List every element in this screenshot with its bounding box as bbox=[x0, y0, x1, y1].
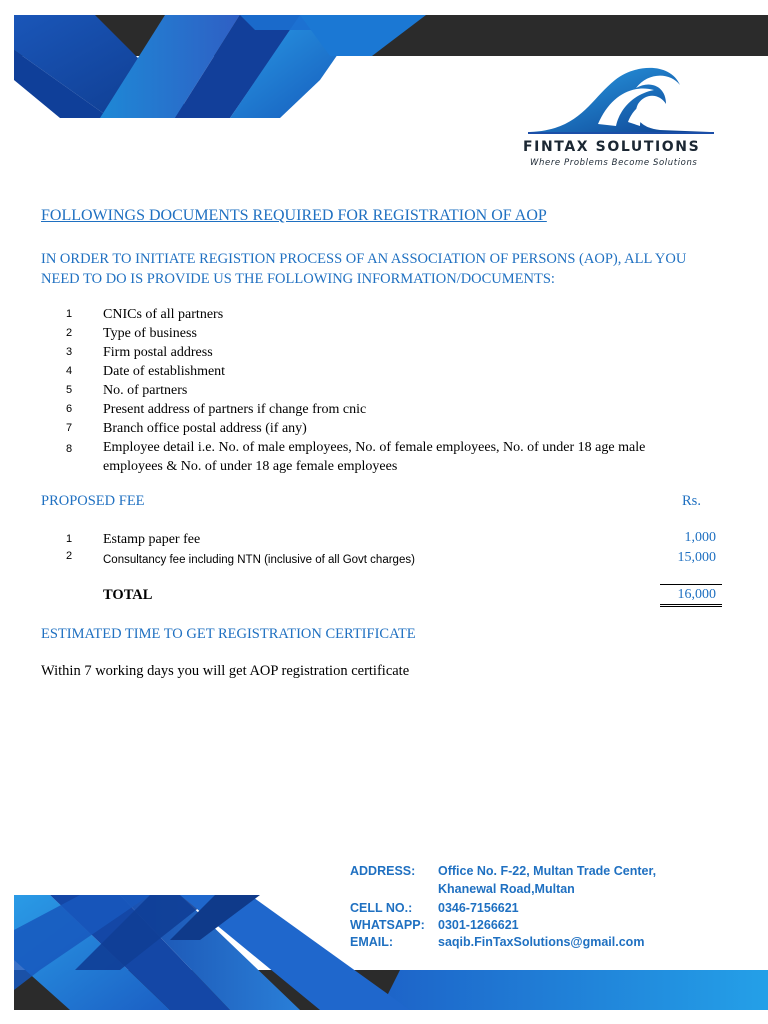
cell-number[interactable]: 0346-7156621 bbox=[438, 901, 519, 915]
document-intro: IN ORDER TO INITIATE REGISTION PROCESS OF AN ASSOCIATION OF PERSONS (AOP), ALL YOU NEED TO DO IS PROVIDE US THE FOLLOWING INFORMATION/DOCUMENTS: bbox=[41, 251, 687, 287]
email-label: EMAIL: bbox=[350, 935, 394, 949]
fee-row bbox=[0, 530, 768, 550]
list-item-number: 8 bbox=[66, 443, 73, 455]
whatsapp-label: WHATSAPP: bbox=[350, 918, 425, 932]
currency-label: Rs. bbox=[682, 493, 701, 509]
fee-row-label: Estamp paper fee bbox=[103, 532, 201, 547]
list-item-number: 1 bbox=[66, 308, 73, 320]
wave-emblem-icon bbox=[520, 60, 720, 140]
fee-row-number: 1 bbox=[66, 533, 73, 545]
list-item-number: 3 bbox=[66, 346, 73, 358]
list-item-number: 4 bbox=[66, 365, 73, 377]
list-item-text: Employee detail i.e. No. of male employees, No. of female employees, No. of under 18 age male employees & No. of under 18 age female employees bbox=[103, 440, 646, 474]
estimate-text: Within 7 working days you will get AOP registration certificate bbox=[41, 663, 410, 679]
fee-row-amount: 15,000 bbox=[677, 550, 716, 565]
estimate-heading: ESTIMATED TIME TO GET REGISTRATION CERTIFICATE bbox=[41, 626, 416, 642]
fee-row bbox=[0, 550, 768, 570]
address-line-2: Khanewal Road,Multan bbox=[438, 882, 575, 896]
list-item-text: No. of partners bbox=[103, 383, 188, 398]
total-amount: 16,000 bbox=[660, 584, 722, 607]
document-title: FOLLOWINGS DOCUMENTS REQUIRED FOR REGISTRATION OF AOP bbox=[41, 207, 547, 224]
list-item-text: Firm postal address bbox=[103, 345, 213, 360]
total-label: TOTAL bbox=[103, 587, 153, 603]
list-item-number: 5 bbox=[66, 384, 73, 396]
list-item-number: 2 bbox=[66, 327, 73, 339]
list-item-text: Branch office postal address (if any) bbox=[103, 421, 307, 436]
cell-label: CELL NO.: bbox=[350, 901, 413, 915]
email-address[interactable]: saqib.FinTaxSolutions@gmail.com bbox=[438, 935, 645, 949]
list-item-text: Present address of partners if change from cnic bbox=[103, 402, 367, 417]
company-name: FINTAX SOLUTIONS bbox=[523, 139, 701, 155]
list-item-text: CNICs of all partners bbox=[103, 307, 224, 322]
fee-row-label: Consultancy fee including NTN (inclusive of all Govt charges) bbox=[103, 554, 415, 566]
address-label: ADDRESS: bbox=[350, 864, 416, 878]
fee-heading: PROPOSED FEE bbox=[41, 493, 145, 509]
list-item-number: 6 bbox=[66, 403, 73, 415]
company-tagline: Where Problems Become Solutions bbox=[530, 158, 698, 168]
whatsapp-number[interactable]: 0301-1266621 bbox=[438, 918, 519, 932]
address-line-1: Office No. F-22, Multan Trade Center, bbox=[438, 864, 657, 878]
list-item-text: Type of business bbox=[103, 326, 197, 341]
fee-row-amount: 1,000 bbox=[684, 530, 716, 545]
list-item-number: 7 bbox=[66, 422, 73, 434]
fee-row-number: 2 bbox=[66, 550, 73, 562]
list-item-text: Date of establishment bbox=[103, 364, 226, 379]
